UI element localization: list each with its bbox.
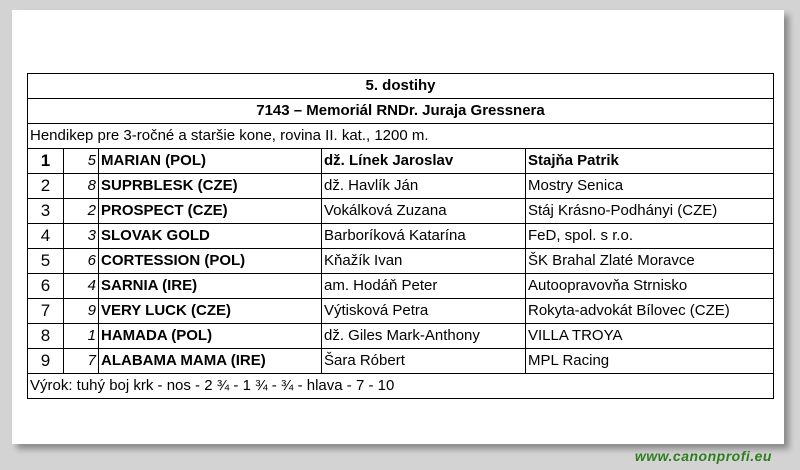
race-name-row xyxy=(28,99,774,124)
race-verdict: Výrok: tuhý boj krk - nos - 2 ¾ - 1 ¾ - ¾ - hlava - 7 - 10 xyxy=(28,374,774,399)
start-number: 3 xyxy=(64,224,99,249)
owner-name: VILLA TROYA xyxy=(526,324,774,349)
race-conditions: Hendikep pre 3-ročné a staršie kone, rovina II. kat., 1200 m. xyxy=(28,124,774,149)
owner-name: Rokyta-advokát Bílovec (CZE) xyxy=(526,299,774,324)
owner-name: FeD, spol. s r.o. xyxy=(526,224,774,249)
race-title-row xyxy=(28,74,774,99)
owner-name: MPL Racing xyxy=(526,349,774,374)
horse-name: SARNIA (IRE) xyxy=(99,274,322,299)
jockey-name: Barboríková Katarína xyxy=(322,224,526,249)
start-number: 9 xyxy=(64,299,99,324)
start-number: 5 xyxy=(64,149,99,174)
horse-name: CORTESSION (POL) xyxy=(99,249,322,274)
jockey-name: dž. Havlík Ján xyxy=(322,174,526,199)
race-verdict-row xyxy=(28,374,774,399)
table-row xyxy=(28,349,774,374)
table-row xyxy=(28,324,774,349)
horse-name: MARIAN (POL) xyxy=(99,149,322,174)
race-results-table xyxy=(27,73,774,399)
finish-position: 7 xyxy=(28,299,64,324)
owner-name: ŠK Brahal Zlaté Moravce xyxy=(526,249,774,274)
table-row xyxy=(28,199,774,224)
table-row xyxy=(28,249,774,274)
finish-position: 5 xyxy=(28,249,64,274)
owner-name: Mostry Senica xyxy=(526,174,774,199)
start-number: 1 xyxy=(64,324,99,349)
start-number: 6 xyxy=(64,249,99,274)
race-name: 7143 – Memoriál RNDr. Juraja Gressnera xyxy=(28,99,774,124)
horse-name: HAMADA (POL) xyxy=(99,324,322,349)
owner-name: Stáj Krásno-Podhányi (CZE) xyxy=(526,199,774,224)
start-number: 2 xyxy=(64,199,99,224)
start-number: 8 xyxy=(64,174,99,199)
document-page xyxy=(12,10,784,444)
start-number: 7 xyxy=(64,349,99,374)
table-row xyxy=(28,174,774,199)
finish-position: 3 xyxy=(28,199,64,224)
owner-name: Stajňa Patrik xyxy=(526,149,774,174)
owner-name: Autoopravovňa Strnisko xyxy=(526,274,774,299)
table-row xyxy=(28,299,774,324)
horse-name: VERY LUCK (CZE) xyxy=(99,299,322,324)
jockey-name: Kňažík Ivan xyxy=(322,249,526,274)
finish-position: 2 xyxy=(28,174,64,199)
start-number: 4 xyxy=(64,274,99,299)
jockey-name: Šara Róbert xyxy=(322,349,526,374)
horse-name: PROSPECT (CZE) xyxy=(99,199,322,224)
jockey-name: Výtisková Petra xyxy=(322,299,526,324)
table-row xyxy=(28,149,774,174)
finish-position: 1 xyxy=(28,149,64,174)
table-row xyxy=(28,274,774,299)
table-row xyxy=(28,224,774,249)
race-title: 5. dostihy xyxy=(28,74,774,99)
horse-name: ALABAMA MAMA (IRE) xyxy=(99,349,322,374)
jockey-name: am. Hodáň Peter xyxy=(322,274,526,299)
finish-position: 4 xyxy=(28,224,64,249)
race-conditions-row xyxy=(28,124,774,149)
jockey-name: dž. Giles Mark-Anthony xyxy=(322,324,526,349)
finish-position: 8 xyxy=(28,324,64,349)
horse-name: SLOVAK GOLD xyxy=(99,224,322,249)
jockey-name: Vokálková Zuzana xyxy=(322,199,526,224)
watermark-text: www.canonprofi.eu xyxy=(634,448,772,464)
jockey-name: dž. Línek Jaroslav xyxy=(322,149,526,174)
finish-position: 9 xyxy=(28,349,64,374)
horse-name: SUPRBLESK (CZE) xyxy=(99,174,322,199)
finish-position: 6 xyxy=(28,274,64,299)
